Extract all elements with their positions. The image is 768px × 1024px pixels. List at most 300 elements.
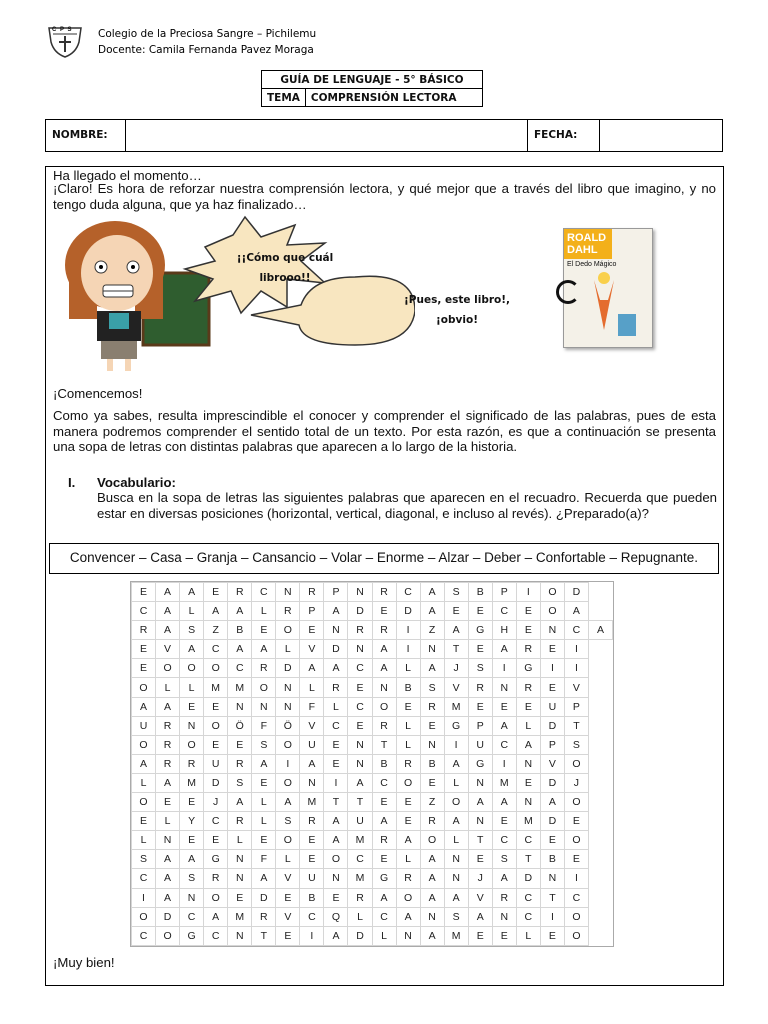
- grid-cell[interactable]: Y: [180, 812, 204, 831]
- grid-cell[interactable]: C: [132, 869, 156, 888]
- grid-cell[interactable]: D: [204, 773, 228, 792]
- grid-cell[interactable]: A: [276, 793, 300, 812]
- grid-cell[interactable]: T: [252, 926, 276, 945]
- grid-cell[interactable]: A: [156, 697, 180, 716]
- grid-cell[interactable]: P: [564, 697, 588, 716]
- grid-cell[interactable]: A: [420, 869, 444, 888]
- grid-cell[interactable]: N: [540, 621, 564, 640]
- grid-cell[interactable]: O: [372, 697, 396, 716]
- grid-cell[interactable]: A: [324, 926, 348, 945]
- grid-cell[interactable]: O: [276, 735, 300, 754]
- grid-cell[interactable]: S: [180, 621, 204, 640]
- grid-cell[interactable]: O: [564, 907, 588, 926]
- grid-cell[interactable]: D: [252, 888, 276, 907]
- grid-cell[interactable]: N: [348, 640, 372, 659]
- grid-cell[interactable]: E: [348, 716, 372, 735]
- grid-cell[interactable]: E: [516, 697, 540, 716]
- grid-cell[interactable]: C: [372, 907, 396, 926]
- grid-cell[interactable]: S: [252, 735, 276, 754]
- grid-cell[interactable]: D: [540, 773, 564, 792]
- grid-cell[interactable]: U: [540, 697, 564, 716]
- grid-cell[interactable]: A: [324, 602, 348, 621]
- grid-cell[interactable]: A: [156, 602, 180, 621]
- grid-cell[interactable]: L: [276, 640, 300, 659]
- grid-cell[interactable]: N: [300, 773, 324, 792]
- grid-cell[interactable]: E: [420, 716, 444, 735]
- grid-cell[interactable]: Z: [204, 621, 228, 640]
- grid-cell[interactable]: E: [204, 735, 228, 754]
- grid-cell[interactable]: I: [300, 926, 324, 945]
- grid-cell[interactable]: C: [564, 888, 588, 907]
- grid-cell[interactable]: N: [276, 678, 300, 697]
- grid-cell[interactable]: D: [540, 716, 564, 735]
- grid-cell[interactable]: E: [228, 888, 252, 907]
- grid-cell[interactable]: L: [372, 926, 396, 945]
- grid-cell[interactable]: V: [468, 888, 492, 907]
- grid-cell[interactable]: A: [228, 793, 252, 812]
- grid-cell[interactable]: E: [420, 773, 444, 792]
- grid-cell[interactable]: L: [156, 812, 180, 831]
- grid-cell[interactable]: A: [492, 793, 516, 812]
- grid-cell[interactable]: E: [180, 793, 204, 812]
- grid-cell[interactable]: V: [540, 754, 564, 773]
- grid-cell[interactable]: Z: [420, 621, 444, 640]
- grid-cell[interactable]: E: [132, 812, 156, 831]
- grid-cell[interactable]: V: [444, 678, 468, 697]
- grid-cell[interactable]: N: [444, 869, 468, 888]
- grid-cell[interactable]: O: [564, 831, 588, 850]
- grid-cell[interactable]: V: [300, 716, 324, 735]
- grid-cell[interactable]: I: [516, 583, 540, 602]
- grid-cell[interactable]: G: [180, 926, 204, 945]
- grid-cell[interactable]: A: [588, 621, 612, 640]
- grid-cell[interactable]: N: [372, 678, 396, 697]
- grid-cell[interactable]: A: [516, 735, 540, 754]
- grid-cell[interactable]: L: [348, 907, 372, 926]
- grid-cell[interactable]: R: [492, 888, 516, 907]
- grid-cell[interactable]: P: [324, 583, 348, 602]
- grid-cell[interactable]: A: [156, 621, 180, 640]
- grid-cell[interactable]: N: [492, 907, 516, 926]
- grid-cell[interactable]: Q: [324, 907, 348, 926]
- grid-cell[interactable]: R: [396, 754, 420, 773]
- grid-cell[interactable]: O: [204, 888, 228, 907]
- grid-cell[interactable]: J: [444, 659, 468, 678]
- grid-cell[interactable]: V: [276, 869, 300, 888]
- grid-cell[interactable]: E: [180, 831, 204, 850]
- grid-cell[interactable]: N: [228, 697, 252, 716]
- grid-cell[interactable]: O: [540, 602, 564, 621]
- grid-cell[interactable]: Ö: [228, 716, 252, 735]
- grid-cell[interactable]: A: [372, 812, 396, 831]
- grid-cell[interactable]: C: [180, 907, 204, 926]
- grid-cell[interactable]: C: [132, 926, 156, 945]
- grid-cell[interactable]: E: [468, 697, 492, 716]
- date-field[interactable]: [600, 120, 722, 151]
- grid-cell[interactable]: L: [156, 678, 180, 697]
- grid-cell[interactable]: O: [564, 793, 588, 812]
- grid-cell[interactable]: M: [228, 678, 252, 697]
- grid-cell[interactable]: A: [156, 583, 180, 602]
- grid-cell[interactable]: M: [228, 907, 252, 926]
- grid-cell[interactable]: E: [300, 850, 324, 869]
- grid-cell[interactable]: F: [252, 716, 276, 735]
- grid-cell[interactable]: E: [396, 812, 420, 831]
- grid-cell[interactable]: O: [564, 754, 588, 773]
- grid-cell[interactable]: A: [300, 754, 324, 773]
- grid-cell[interactable]: A: [324, 831, 348, 850]
- grid-cell[interactable]: A: [372, 888, 396, 907]
- grid-cell[interactable]: A: [444, 812, 468, 831]
- grid-cell[interactable]: A: [444, 621, 468, 640]
- grid-cell[interactable]: R: [204, 869, 228, 888]
- grid-cell[interactable]: I: [276, 754, 300, 773]
- grid-cell[interactable]: A: [156, 773, 180, 792]
- grid-cell[interactable]: R: [372, 583, 396, 602]
- grid-cell[interactable]: C: [492, 735, 516, 754]
- grid-cell[interactable]: C: [348, 659, 372, 678]
- grid-cell[interactable]: D: [540, 812, 564, 831]
- grid-cell[interactable]: O: [204, 716, 228, 735]
- grid-cell[interactable]: E: [492, 697, 516, 716]
- grid-cell[interactable]: N: [228, 850, 252, 869]
- grid-cell[interactable]: B: [396, 678, 420, 697]
- grid-cell[interactable]: J: [468, 869, 492, 888]
- grid-cell[interactable]: H: [492, 621, 516, 640]
- grid-cell[interactable]: L: [180, 678, 204, 697]
- grid-cell[interactable]: A: [180, 640, 204, 659]
- grid-cell[interactable]: F: [300, 697, 324, 716]
- grid-cell[interactable]: N: [396, 926, 420, 945]
- grid-cell[interactable]: C: [228, 659, 252, 678]
- grid-cell[interactable]: O: [276, 831, 300, 850]
- grid-cell[interactable]: S: [420, 678, 444, 697]
- grid-cell[interactable]: A: [252, 640, 276, 659]
- grid-cell[interactable]: A: [540, 793, 564, 812]
- grid-cell[interactable]: S: [132, 850, 156, 869]
- grid-cell[interactable]: G: [372, 869, 396, 888]
- grid-cell[interactable]: U: [468, 735, 492, 754]
- grid-cell[interactable]: R: [372, 831, 396, 850]
- grid-cell[interactable]: A: [180, 850, 204, 869]
- grid-cell[interactable]: R: [348, 621, 372, 640]
- grid-cell[interactable]: R: [420, 812, 444, 831]
- grid-cell[interactable]: L: [396, 716, 420, 735]
- grid-cell[interactable]: R: [516, 678, 540, 697]
- grid-cell[interactable]: D: [324, 640, 348, 659]
- grid-cell[interactable]: A: [372, 659, 396, 678]
- grid-cell[interactable]: C: [396, 583, 420, 602]
- grid-cell[interactable]: R: [348, 888, 372, 907]
- grid-cell[interactable]: C: [348, 850, 372, 869]
- grid-cell[interactable]: M: [348, 869, 372, 888]
- grid-cell[interactable]: U: [300, 869, 324, 888]
- grid-cell[interactable]: S: [564, 735, 588, 754]
- grid-cell[interactable]: C: [492, 602, 516, 621]
- grid-cell[interactable]: E: [468, 850, 492, 869]
- grid-cell[interactable]: N: [540, 869, 564, 888]
- grid-cell[interactable]: L: [252, 812, 276, 831]
- grid-cell[interactable]: E: [372, 602, 396, 621]
- grid-cell[interactable]: E: [204, 831, 228, 850]
- grid-cell[interactable]: P: [300, 602, 324, 621]
- grid-cell[interactable]: N: [276, 583, 300, 602]
- grid-cell[interactable]: E: [324, 735, 348, 754]
- grid-cell[interactable]: A: [444, 754, 468, 773]
- grid-cell[interactable]: I: [492, 659, 516, 678]
- grid-cell[interactable]: N: [180, 716, 204, 735]
- grid-cell[interactable]: R: [156, 754, 180, 773]
- grid-cell[interactable]: B: [420, 754, 444, 773]
- grid-cell[interactable]: I: [396, 640, 420, 659]
- grid-cell[interactable]: L: [396, 735, 420, 754]
- grid-cell[interactable]: G: [468, 621, 492, 640]
- grid-cell[interactable]: L: [444, 773, 468, 792]
- grid-cell[interactable]: C: [564, 621, 588, 640]
- grid-cell[interactable]: O: [156, 659, 180, 678]
- grid-cell[interactable]: A: [252, 869, 276, 888]
- grid-cell[interactable]: N: [252, 697, 276, 716]
- grid-cell[interactable]: I: [396, 621, 420, 640]
- grid-cell[interactable]: A: [156, 888, 180, 907]
- grid-cell[interactable]: E: [252, 831, 276, 850]
- grid-cell[interactable]: L: [396, 659, 420, 678]
- grid-cell[interactable]: N: [468, 773, 492, 792]
- grid-cell[interactable]: A: [468, 907, 492, 926]
- grid-cell[interactable]: O: [132, 907, 156, 926]
- grid-cell[interactable]: M: [300, 793, 324, 812]
- grid-cell[interactable]: E: [204, 583, 228, 602]
- grid-cell[interactable]: A: [492, 640, 516, 659]
- grid-cell[interactable]: E: [540, 678, 564, 697]
- grid-cell[interactable]: E: [468, 926, 492, 945]
- grid-cell[interactable]: R: [372, 716, 396, 735]
- grid-cell[interactable]: S: [276, 812, 300, 831]
- grid-cell[interactable]: Ö: [276, 716, 300, 735]
- grid-cell[interactable]: D: [516, 869, 540, 888]
- grid-cell[interactable]: O: [204, 659, 228, 678]
- grid-cell[interactable]: A: [420, 850, 444, 869]
- grid-cell[interactable]: L: [276, 850, 300, 869]
- grid-cell[interactable]: T: [468, 831, 492, 850]
- grid-cell[interactable]: C: [516, 831, 540, 850]
- grid-cell[interactable]: G: [204, 850, 228, 869]
- grid-cell[interactable]: E: [396, 697, 420, 716]
- grid-cell[interactable]: U: [204, 754, 228, 773]
- grid-cell[interactable]: B: [228, 621, 252, 640]
- grid-cell[interactable]: R: [228, 754, 252, 773]
- grid-cell[interactable]: L: [252, 602, 276, 621]
- grid-cell[interactable]: R: [228, 812, 252, 831]
- grid-cell[interactable]: V: [564, 678, 588, 697]
- grid-cell[interactable]: M: [492, 773, 516, 792]
- grid-cell[interactable]: L: [132, 773, 156, 792]
- grid-cell[interactable]: S: [444, 583, 468, 602]
- grid-cell[interactable]: R: [156, 716, 180, 735]
- grid-cell[interactable]: A: [300, 659, 324, 678]
- grid-cell[interactable]: A: [420, 583, 444, 602]
- grid-cell[interactable]: L: [396, 850, 420, 869]
- grid-cell[interactable]: U: [132, 716, 156, 735]
- grid-cell[interactable]: N: [420, 735, 444, 754]
- grid-cell[interactable]: L: [516, 716, 540, 735]
- grid-cell[interactable]: G: [516, 659, 540, 678]
- grid-cell[interactable]: E: [132, 583, 156, 602]
- grid-cell[interactable]: N: [276, 697, 300, 716]
- grid-cell[interactable]: D: [348, 602, 372, 621]
- grid-cell[interactable]: R: [324, 678, 348, 697]
- grid-cell[interactable]: E: [204, 697, 228, 716]
- grid-cell[interactable]: O: [324, 850, 348, 869]
- grid-cell[interactable]: E: [516, 621, 540, 640]
- grid-cell[interactable]: E: [564, 812, 588, 831]
- grid-cell[interactable]: O: [276, 621, 300, 640]
- grid-cell[interactable]: A: [468, 793, 492, 812]
- grid-cell[interactable]: I: [540, 659, 564, 678]
- grid-cell[interactable]: R: [396, 869, 420, 888]
- grid-cell[interactable]: B: [300, 888, 324, 907]
- grid-cell[interactable]: A: [252, 754, 276, 773]
- grid-cell[interactable]: O: [396, 888, 420, 907]
- grid-cell[interactable]: E: [540, 831, 564, 850]
- grid-cell[interactable]: E: [348, 678, 372, 697]
- grid-cell[interactable]: M: [180, 773, 204, 792]
- grid-cell[interactable]: A: [228, 602, 252, 621]
- grid-cell[interactable]: R: [228, 583, 252, 602]
- grid-cell[interactable]: I: [564, 869, 588, 888]
- grid-cell[interactable]: A: [420, 602, 444, 621]
- grid-cell[interactable]: A: [444, 888, 468, 907]
- grid-cell[interactable]: E: [540, 926, 564, 945]
- grid-cell[interactable]: I: [564, 640, 588, 659]
- grid-cell[interactable]: A: [204, 907, 228, 926]
- grid-cell[interactable]: N: [180, 888, 204, 907]
- grid-cell[interactable]: C: [324, 716, 348, 735]
- grid-cell[interactable]: C: [516, 907, 540, 926]
- grid-cell[interactable]: E: [396, 793, 420, 812]
- grid-cell[interactable]: D: [276, 659, 300, 678]
- grid-cell[interactable]: T: [444, 640, 468, 659]
- grid-cell[interactable]: R: [156, 735, 180, 754]
- grid-cell[interactable]: O: [396, 773, 420, 792]
- grid-cell[interactable]: N: [492, 678, 516, 697]
- grid-cell[interactable]: D: [348, 926, 372, 945]
- grid-cell[interactable]: O: [564, 926, 588, 945]
- grid-cell[interactable]: V: [156, 640, 180, 659]
- grid-cell[interactable]: A: [324, 812, 348, 831]
- grid-cell[interactable]: C: [300, 907, 324, 926]
- grid-cell[interactable]: L: [300, 678, 324, 697]
- grid-cell[interactable]: M: [516, 812, 540, 831]
- grid-cell[interactable]: O: [132, 678, 156, 697]
- grid-cell[interactable]: O: [276, 773, 300, 792]
- grid-cell[interactable]: A: [228, 640, 252, 659]
- grid-cell[interactable]: S: [228, 773, 252, 792]
- grid-cell[interactable]: E: [228, 735, 252, 754]
- grid-cell[interactable]: E: [252, 773, 276, 792]
- grid-cell[interactable]: F: [252, 850, 276, 869]
- grid-cell[interactable]: A: [156, 850, 180, 869]
- grid-cell[interactable]: T: [540, 888, 564, 907]
- grid-cell[interactable]: O: [252, 678, 276, 697]
- grid-cell[interactable]: O: [444, 793, 468, 812]
- grid-cell[interactable]: C: [348, 697, 372, 716]
- grid-cell[interactable]: C: [252, 583, 276, 602]
- grid-cell[interactable]: A: [372, 640, 396, 659]
- grid-cell[interactable]: B: [372, 754, 396, 773]
- grid-cell[interactable]: A: [204, 602, 228, 621]
- grid-cell[interactable]: E: [324, 888, 348, 907]
- grid-cell[interactable]: A: [156, 869, 180, 888]
- grid-cell[interactable]: E: [156, 793, 180, 812]
- grid-cell[interactable]: E: [276, 926, 300, 945]
- grid-cell[interactable]: E: [492, 926, 516, 945]
- grid-cell[interactable]: A: [396, 831, 420, 850]
- grid-cell[interactable]: P: [468, 716, 492, 735]
- grid-cell[interactable]: R: [252, 659, 276, 678]
- grid-cell[interactable]: P: [540, 735, 564, 754]
- grid-cell[interactable]: U: [300, 735, 324, 754]
- grid-cell[interactable]: A: [492, 869, 516, 888]
- grid-cell[interactable]: E: [300, 621, 324, 640]
- grid-cell[interactable]: A: [132, 754, 156, 773]
- grid-cell[interactable]: R: [372, 621, 396, 640]
- grid-cell[interactable]: A: [396, 907, 420, 926]
- grid-cell[interactable]: E: [564, 850, 588, 869]
- grid-cell[interactable]: E: [180, 697, 204, 716]
- grid-cell[interactable]: C: [516, 888, 540, 907]
- grid-cell[interactable]: U: [348, 812, 372, 831]
- grid-cell[interactable]: E: [492, 812, 516, 831]
- grid-cell[interactable]: I: [540, 907, 564, 926]
- grid-cell[interactable]: T: [348, 793, 372, 812]
- grid-cell[interactable]: B: [468, 583, 492, 602]
- grid-cell[interactable]: D: [156, 907, 180, 926]
- grid-cell[interactable]: E: [516, 773, 540, 792]
- grid-cell[interactable]: A: [420, 926, 444, 945]
- grid-cell[interactable]: T: [564, 716, 588, 735]
- grid-cell[interactable]: N: [348, 583, 372, 602]
- grid-cell[interactable]: L: [228, 831, 252, 850]
- grid-cell[interactable]: R: [276, 602, 300, 621]
- grid-cell[interactable]: E: [132, 659, 156, 678]
- grid-cell[interactable]: N: [324, 621, 348, 640]
- grid-cell[interactable]: E: [252, 621, 276, 640]
- grid-cell[interactable]: O: [180, 659, 204, 678]
- grid-cell[interactable]: N: [468, 812, 492, 831]
- grid-cell[interactable]: A: [564, 602, 588, 621]
- grid-cell[interactable]: E: [540, 640, 564, 659]
- grid-cell[interactable]: O: [132, 735, 156, 754]
- grid-cell[interactable]: O: [132, 793, 156, 812]
- grid-cell[interactable]: O: [156, 926, 180, 945]
- grid-cell[interactable]: D: [564, 583, 588, 602]
- grid-cell[interactable]: C: [204, 640, 228, 659]
- grid-cell[interactable]: E: [324, 754, 348, 773]
- grid-cell[interactable]: S: [492, 850, 516, 869]
- grid-cell[interactable]: B: [540, 850, 564, 869]
- grid-cell[interactable]: A: [132, 697, 156, 716]
- grid-cell[interactable]: M: [204, 678, 228, 697]
- grid-cell[interactable]: N: [348, 754, 372, 773]
- grid-cell[interactable]: M: [444, 697, 468, 716]
- grid-cell[interactable]: N: [348, 735, 372, 754]
- grid-cell[interactable]: E: [132, 640, 156, 659]
- grid-cell[interactable]: I: [564, 659, 588, 678]
- grid-cell[interactable]: R: [180, 754, 204, 773]
- grid-cell[interactable]: E: [372, 793, 396, 812]
- grid-cell[interactable]: I: [324, 773, 348, 792]
